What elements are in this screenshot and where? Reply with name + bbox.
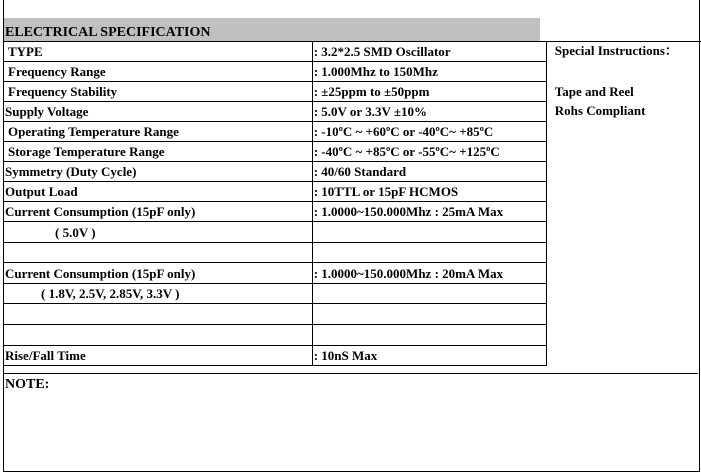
spec-value [312, 222, 546, 243]
spec-label [4, 304, 313, 325]
spec-value [312, 325, 546, 346]
spec-value [312, 304, 546, 325]
special-instructions-line: Tape and Reel [554, 84, 634, 99]
spec-value: : 1.0000~150.000Mhz : 25mA Max [312, 202, 546, 222]
spec-label: Rise/Fall Time [4, 346, 313, 366]
spec-label: TYPE [4, 42, 313, 62]
spec-value: : ±25ppm to ±50ppm [312, 82, 546, 102]
table-row [4, 42, 701, 62]
spec-value: : 10nS Max [312, 346, 546, 366]
spec-table [3, 41, 701, 366]
spec-value: : 5.0V or 3.3V ±10% [312, 102, 546, 122]
spec-label: Operating Temperature Range [4, 122, 313, 142]
spec-label: ( 1.8V, 2.5V, 2.85V, 3.3V ) [4, 284, 313, 304]
spec-label: Frequency Range [4, 62, 313, 82]
spec-value [312, 284, 546, 304]
spec-label: Frequency Stability [4, 82, 313, 102]
special-instructions [546, 42, 701, 366]
section-title: ELECTRICAL SPECIFICATION [5, 25, 211, 40]
spec-label: Symmetry (Duty Cycle) [4, 162, 313, 182]
spec-label [4, 325, 313, 346]
spec-value [312, 243, 546, 263]
spec-value: : 3.2*2.5 SMD Oscillator [312, 42, 546, 62]
spec-value: : 1.000Mhz to 150Mhz [312, 62, 546, 82]
spec-label: Output Load [4, 182, 313, 202]
special-instructions-title: Special Instructions： [554, 43, 678, 58]
spec-value: : 1.0000~150.000Mhz : 20mA Max [312, 263, 546, 284]
section-header [4, 18, 540, 41]
spec-value: : 40/60 Standard [312, 162, 546, 182]
special-instructions-line: Rohs Compliant [554, 103, 646, 118]
spec-value: : -10ºC ~ +60ºC or -40ºC~ +85ºC [312, 122, 546, 142]
spec-label: Current Consumption (15pF only) [4, 202, 313, 222]
spec-label: Storage Temperature Range [4, 142, 313, 162]
spec-value: : -40ºC ~ +85ºC or -55ºC~ +125ºC [312, 142, 546, 162]
spec-label: Supply Voltage [4, 102, 313, 122]
spec-label: ( 5.0V ) [4, 222, 313, 243]
spec-value: : 10TTL or 15pF HCMOS [312, 182, 546, 202]
spec-label: Current Consumption (15pF only) [4, 263, 313, 284]
spec-label [4, 243, 313, 263]
note-divider [4, 373, 698, 374]
note-label: NOTE: [5, 377, 50, 392]
